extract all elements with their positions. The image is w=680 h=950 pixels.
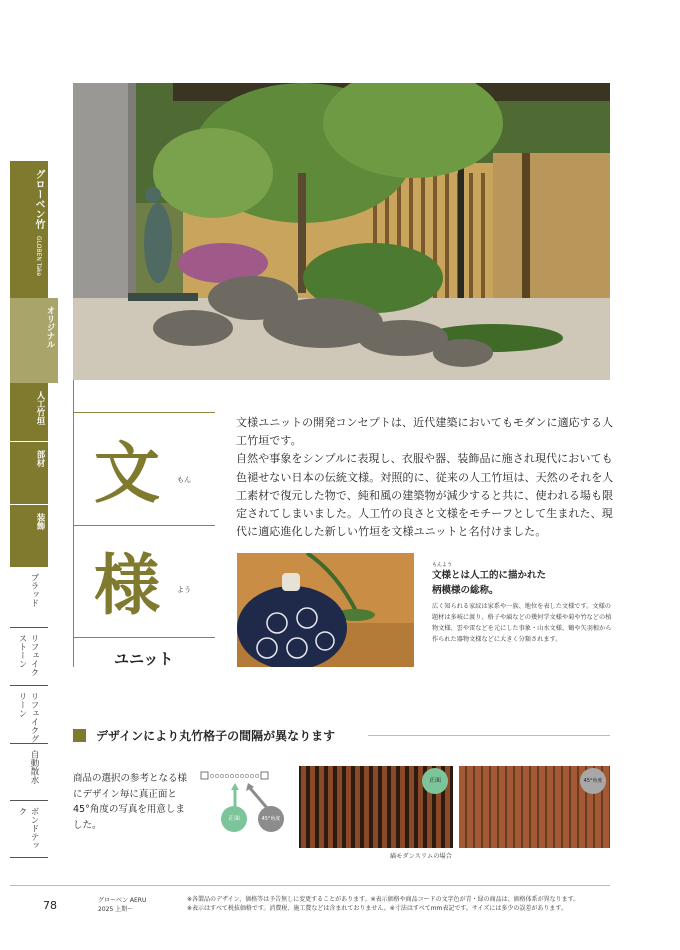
monyou-heading bbox=[432, 568, 546, 598]
sidebar-tab-parts[interactable] bbox=[10, 441, 48, 504]
title-ruby-mon: もん bbox=[177, 476, 191, 484]
concept-text bbox=[236, 414, 614, 541]
sidebar-item-label: リフェイク ストーン bbox=[17, 634, 39, 677]
photo-badge-front: 正面 bbox=[422, 768, 448, 794]
sidebar-item-label: ブラッド bbox=[29, 573, 39, 607]
sidebar-tab-globen-take[interactable] bbox=[10, 161, 48, 299]
hero-garden-photo bbox=[73, 83, 610, 380]
title-ruby-you: よう bbox=[177, 586, 191, 594]
section-divider bbox=[368, 735, 610, 736]
title-unit: ユニット bbox=[114, 650, 174, 668]
vase-illustration bbox=[237, 553, 414, 667]
sidebar-tab-artificial-fence[interactable] bbox=[10, 383, 48, 441]
footer-note-1: ※各製品のデザイン、価格等は予告無しに変更することがあります。※表示価格や商品コードの文字色が青・緑の商品は、価格体系が異なります。 bbox=[187, 896, 580, 903]
section-marker bbox=[73, 729, 86, 742]
sidebar-tab-original-label: オリジナル bbox=[45, 306, 55, 349]
footer-divider bbox=[10, 885, 610, 886]
vase-photo bbox=[237, 553, 414, 667]
title-kanji-you: 様 bbox=[94, 546, 160, 624]
sidebar-item-refake-stone[interactable] bbox=[10, 627, 48, 685]
section-title: デザインにより丸竹格子の間隔が異なります bbox=[96, 729, 336, 743]
sidebar-tab-original[interactable] bbox=[10, 298, 58, 383]
sidebar-item-label: ボンドテック bbox=[17, 807, 39, 850]
sidebar-item-label: リフェイクグリーン bbox=[17, 692, 39, 743]
garden-illustration bbox=[73, 83, 610, 380]
sidebar-tab-decoration[interactable] bbox=[10, 504, 48, 567]
title-rule-middle bbox=[74, 525, 215, 526]
sidebar-item-refake-green[interactable] bbox=[10, 685, 48, 743]
concept-paragraph: 自然や事象をシンプルに表現し、衣服や器、装飾品に施され現代においても色褪せない日本の伝統文様。対照的に、従来の人工竹垣は、天然のそれを人工素材で復元した物で、純和風の建築物が減少すると共に、使われる場も限定されてしまいました。人工竹の良さと文様をモチーフとして生まれた、現代に適応進化した新しい竹垣を文様ユニットと名付けました。 bbox=[236, 452, 614, 539]
monyou-heading-line-2: 柄模様の総称。 bbox=[432, 585, 499, 596]
footer-notes bbox=[187, 895, 579, 913]
footer-brand-line-2: 2025 上期～ bbox=[98, 906, 134, 913]
footer-note-2: ※表示はすべて税抜価格です。消費税、施工費などは含まれておりません。※寸法はすべてmm表記です。サイズには多少の誤差があります。 bbox=[187, 905, 567, 912]
sidebar-brand-label: グローベン竹 bbox=[33, 169, 44, 229]
monyou-ruby: もんよう bbox=[432, 562, 453, 568]
monyou-heading-line-1: 文様とは人工的に描かれた bbox=[432, 570, 547, 581]
sidebar-item-bondtech[interactable] bbox=[10, 800, 48, 858]
title-rule-top bbox=[74, 412, 215, 413]
sidebar-item-brad[interactable] bbox=[10, 567, 48, 627]
footer-brand-line-1: グローベン AERU bbox=[98, 897, 147, 904]
monyou-description: 広く知られる家紋は家系や一族、地位を表した文様です。文様の題材は多岐に渡り、格子や縞などの幾何学文様や菊や竹などの植物文様、雲や雷などを元にした事象・山水文様、鶴や矢羽根から作られた器物文様などに大きく分類されます。 bbox=[432, 603, 612, 643]
title-kanji-mon: 文 bbox=[94, 434, 160, 512]
section-note: 商品の選択の参考となる様にデザイン毎に真正面と45°角度の写真を用意しました。 bbox=[73, 773, 188, 831]
sidebar-item-auto-sprinkler[interactable] bbox=[10, 743, 48, 800]
badge-front: 正面 bbox=[221, 806, 247, 832]
sidebar-brand-sub: GLOBEN Take bbox=[35, 235, 42, 277]
photo-badge-angle: 45°角度 bbox=[580, 768, 606, 794]
title-rule-bottom bbox=[74, 637, 215, 638]
footer-brand bbox=[98, 896, 146, 914]
sidebar-tab-label: 装飾 bbox=[35, 513, 45, 530]
sidebar-item-label: 自動散水 bbox=[29, 750, 39, 784]
sidebar-tab-label: 部材 bbox=[35, 450, 45, 467]
photo-caption: 縞モダンスリムの場合 bbox=[390, 853, 452, 860]
page-number: 78 bbox=[43, 899, 57, 912]
concept-paragraph: 文様ユニットの開発コンセプトは、近代建築においてもモダンに適応する人工竹垣です。 bbox=[236, 416, 614, 448]
badge-angle: 45°角度 bbox=[258, 806, 284, 832]
sidebar-tab-label: 人工竹垣 bbox=[35, 391, 45, 425]
title-box bbox=[73, 380, 214, 667]
